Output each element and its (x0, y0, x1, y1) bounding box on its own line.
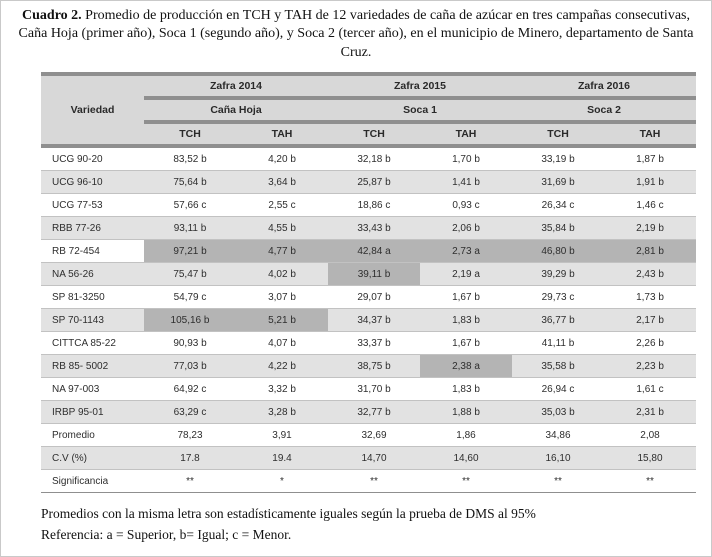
variety-cell: IRBP 95-01 (41, 401, 144, 424)
variety-cell: RB 85- 5002 (41, 355, 144, 378)
value-cell: 93,11 b (144, 217, 236, 240)
variety-cell: UCG 96-10 (41, 171, 144, 194)
value-cell: 41,11 b (512, 332, 604, 355)
value-cell: 38,75 b (328, 355, 420, 378)
table-row (41, 447, 696, 470)
value-cell: 90,93 b (144, 332, 236, 355)
table-row (41, 332, 696, 355)
variety-cell: RB 72-454 (41, 240, 144, 263)
table-row (41, 424, 696, 447)
value-cell: 14,70 (328, 447, 420, 470)
col-header-zafra-2015: Zafra 2015 (328, 76, 512, 96)
value-cell: 26,34 c (512, 194, 604, 217)
value-cell: 32,77 b (328, 401, 420, 424)
table-row (41, 148, 696, 171)
value-cell: 34,86 (512, 424, 604, 447)
caption-text: Promedio de producción en TCH y TAH de 12 variedades de caña de azúcar en tres campañas consecutivas, Caña Hoja (primer año), Soca 1 (segundo año), y Soca 2 (tercer año), en el municipio de Minero, departamento de Santa Cruz. (18, 8, 694, 60)
value-cell: 2,17 b (604, 309, 696, 332)
production-table (41, 72, 696, 493)
value-cell: 105,16 b (144, 309, 236, 332)
table-row (41, 401, 696, 424)
table-row (41, 286, 696, 309)
value-cell: 15,80 (604, 447, 696, 470)
value-cell: ** (144, 470, 236, 493)
value-cell: 35,84 b (512, 217, 604, 240)
variety-cell: Promedio (41, 424, 144, 447)
value-cell: 25,87 b (328, 171, 420, 194)
col-header-zafra-2014: Zafra 2014 (144, 76, 328, 96)
variety-cell: SP 81-3250 (41, 286, 144, 309)
value-cell: 39,29 b (512, 263, 604, 286)
value-cell: 1,86 (420, 424, 512, 447)
col-header-tch: TCH (144, 124, 236, 144)
value-cell: * (236, 470, 328, 493)
value-cell: 4,77 b (236, 240, 328, 263)
value-cell: ** (420, 470, 512, 493)
value-cell: 33,43 b (328, 217, 420, 240)
table-row (41, 240, 696, 263)
variety-cell: RBB 77-26 (41, 217, 144, 240)
value-cell: 16,10 (512, 447, 604, 470)
value-cell: 1,46 c (604, 194, 696, 217)
value-cell: 1,83 b (420, 309, 512, 332)
footnotes (41, 505, 691, 543)
value-cell: 2,31 b (604, 401, 696, 424)
value-cell: 57,66 c (144, 194, 236, 217)
variety-cell: SP 70-1143 (41, 309, 144, 332)
table-row (41, 217, 696, 240)
col-header-zafra-2016: Zafra 2016 (512, 76, 696, 96)
value-cell: 4,22 b (236, 355, 328, 378)
value-cell: 2,73 a (420, 240, 512, 263)
caption-number: Cuadro 2. (22, 8, 82, 23)
value-cell: 63,29 c (144, 401, 236, 424)
value-cell: 39,11 b (328, 263, 420, 286)
value-cell: 18,86 c (328, 194, 420, 217)
value-cell: 2,55 c (236, 194, 328, 217)
value-cell: 3,07 b (236, 286, 328, 309)
table-row (41, 263, 696, 286)
footnote-dms: Promedios con la misma letra son estadísticamente iguales según la prueba de DMS al 95% (41, 506, 536, 522)
value-cell: 97,21 b (144, 240, 236, 263)
value-cell: 75,47 b (144, 263, 236, 286)
value-cell: 19.4 (236, 447, 328, 470)
value-cell: 2,23 b (604, 355, 696, 378)
value-cell: 33,19 b (512, 148, 604, 171)
value-cell: 2,38 a (420, 355, 512, 378)
value-cell: 1,70 b (420, 148, 512, 171)
col-header-soca-2: Soca 2 (512, 100, 696, 120)
value-cell: 42,84 a (328, 240, 420, 263)
value-cell: 29,73 c (512, 286, 604, 309)
value-cell: 4,20 b (236, 148, 328, 171)
variety-cell: Significancia (41, 470, 144, 493)
value-cell: 1,87 b (604, 148, 696, 171)
value-cell: 4,55 b (236, 217, 328, 240)
value-cell: 3,32 b (236, 378, 328, 401)
value-cell: 1,88 b (420, 401, 512, 424)
value-cell: 2,43 b (604, 263, 696, 286)
value-cell: 2,26 b (604, 332, 696, 355)
value-cell: 2,81 b (604, 240, 696, 263)
value-cell: 1,67 b (420, 332, 512, 355)
production-table-wrap (41, 72, 694, 493)
value-cell: 0,93 c (420, 194, 512, 217)
value-cell: 2,08 (604, 424, 696, 447)
value-cell: ** (512, 470, 604, 493)
value-cell: 3,64 b (236, 171, 328, 194)
col-header-tah: TAH (604, 124, 696, 144)
col-header-cana-hoja: Caña Hoja (144, 100, 328, 120)
table-row (41, 470, 696, 493)
value-cell: 3,91 (236, 424, 328, 447)
col-header-variedad: Variedad (41, 76, 144, 144)
value-cell: 36,77 b (512, 309, 604, 332)
value-cell: 46,80 b (512, 240, 604, 263)
value-cell: ** (328, 470, 420, 493)
col-header-tch: TCH (328, 124, 420, 144)
variety-cell: NA 56-26 (41, 263, 144, 286)
value-cell: 5,21 b (236, 309, 328, 332)
col-header-tch: TCH (512, 124, 604, 144)
value-cell: 1,61 c (604, 378, 696, 401)
value-cell: 32,69 (328, 424, 420, 447)
value-cell: 2,19 b (604, 217, 696, 240)
value-cell: 2,06 b (420, 217, 512, 240)
col-header-soca-1: Soca 1 (328, 100, 512, 120)
value-cell: ** (604, 470, 696, 493)
variety-cell: UCG 77-53 (41, 194, 144, 217)
value-cell: 83,52 b (144, 148, 236, 171)
value-cell: 1,91 b (604, 171, 696, 194)
value-cell: 75,64 b (144, 171, 236, 194)
col-header-tah: TAH (420, 124, 512, 144)
table-caption (9, 7, 703, 62)
value-cell: 35,58 b (512, 355, 604, 378)
table-row (41, 355, 696, 378)
value-cell: 1,83 b (420, 378, 512, 401)
value-cell: 2,19 a (420, 263, 512, 286)
value-cell: 14,60 (420, 447, 512, 470)
value-cell: 1,73 b (604, 286, 696, 309)
value-cell: 54,79 c (144, 286, 236, 309)
table-row (41, 194, 696, 217)
value-cell: 34,37 b (328, 309, 420, 332)
value-cell: 17.8 (144, 447, 236, 470)
table-row (41, 378, 696, 401)
col-header-tah: TAH (236, 124, 328, 144)
value-cell: 29,07 b (328, 286, 420, 309)
value-cell: 1,41 b (420, 171, 512, 194)
variety-cell: NA 97-003 (41, 378, 144, 401)
value-cell: 78,23 (144, 424, 236, 447)
table-row (41, 171, 696, 194)
value-cell: 4,02 b (236, 263, 328, 286)
value-cell: 32,18 b (328, 148, 420, 171)
variety-cell: C.V (%) (41, 447, 144, 470)
variety-cell: UCG 90-20 (41, 148, 144, 171)
value-cell: 31,70 b (328, 378, 420, 401)
value-cell: 4,07 b (236, 332, 328, 355)
variety-cell: CITTCA 85-22 (41, 332, 144, 355)
value-cell: 64,92 c (144, 378, 236, 401)
value-cell: 77,03 b (144, 355, 236, 378)
value-cell: 26,94 c (512, 378, 604, 401)
header-row-zafra (41, 76, 696, 96)
value-cell: 3,28 b (236, 401, 328, 424)
table-row (41, 309, 696, 332)
footnote-referencia: Referencia: a = Superior, b= Igual; c = Menor. (41, 526, 292, 542)
value-cell: 35,03 b (512, 401, 604, 424)
value-cell: 1,67 b (420, 286, 512, 309)
value-cell: 33,37 b (328, 332, 420, 355)
value-cell: 31,69 b (512, 171, 604, 194)
